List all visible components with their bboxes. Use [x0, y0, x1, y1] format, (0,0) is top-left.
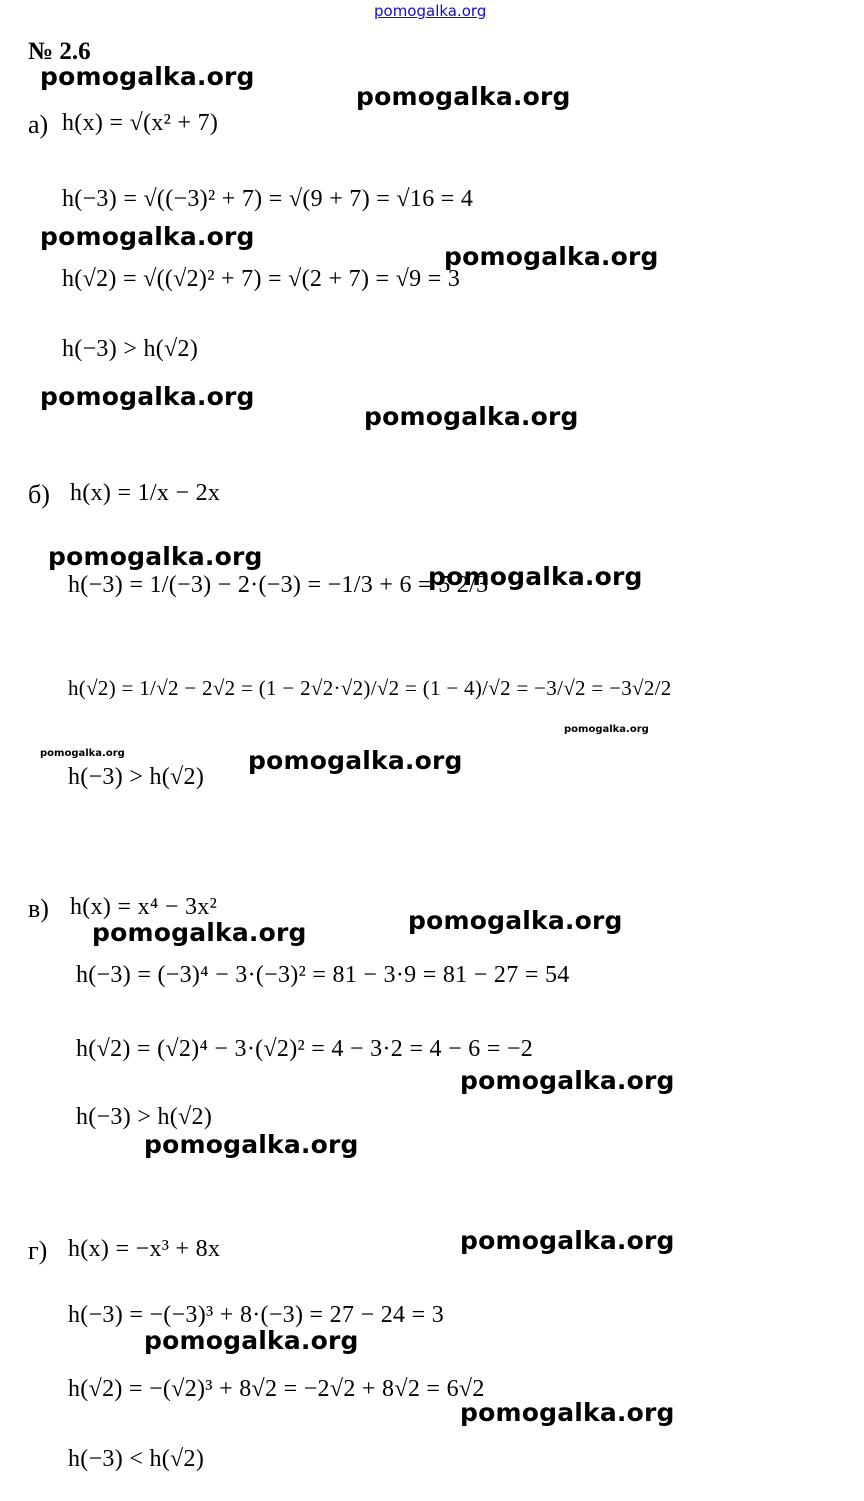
watermark: pomogalka.org: [40, 222, 255, 251]
watermark-small: pomogalka.org: [40, 748, 125, 759]
watermark: pomogalka.org: [144, 1130, 359, 1159]
watermark: pomogalka.org: [364, 402, 579, 431]
problem-title: № 2.6: [28, 38, 91, 65]
part-g-label: г): [28, 1236, 48, 1265]
watermark: pomogalka.org: [460, 1066, 675, 1095]
watermark: pomogalka.org: [428, 562, 643, 591]
part-v-line1: h(−3) = (−3)⁴ − 3·(−3)² = 81 − 3·9 = 81 − 27 = 54: [76, 962, 570, 988]
part-v-label: в): [28, 894, 49, 923]
watermark: pomogalka.org: [460, 1398, 675, 1427]
part-b-line1: h(−3) = 1/(−3) − 2·(−3) = −1/3 + 6 = 5 2/3: [68, 572, 489, 598]
watermark: pomogalka.org: [248, 746, 463, 775]
part-v-conclusion: h(−3) > h(√2): [76, 1104, 213, 1130]
part-b-conclusion: h(−3) > h(√2): [68, 764, 205, 790]
part-v-line2: h(√2) = (√2)⁴ − 3·(√2)² = 4 − 3·2 = 4 − 6 = −2: [76, 1036, 534, 1062]
part-b-label: б): [28, 480, 50, 509]
site-link[interactable]: pomogalka.org: [374, 2, 487, 20]
watermark: pomogalka.org: [40, 382, 255, 411]
watermark: pomogalka.org: [144, 1326, 359, 1355]
watermark: pomogalka.org: [48, 542, 263, 571]
part-b-definition: h(x) = 1/x − 2x: [70, 480, 221, 506]
part-g-line2: h(√2) = −(√2)³ + 8√2 = −2√2 + 8√2 = 6√2: [68, 1376, 485, 1402]
part-g-conclusion: h(−3) < h(√2): [68, 1446, 205, 1472]
part-g-definition: h(x) = −x³ + 8x: [68, 1236, 221, 1262]
part-a-line2: h(√2) = √((√2)² + 7) = √(2 + 7) = √9 = 3: [62, 266, 461, 292]
watermark: pomogalka.org: [92, 918, 307, 947]
part-a-label: а): [28, 110, 49, 139]
part-a-conclusion: h(−3) > h(√2): [62, 336, 199, 362]
watermark: pomogalka.org: [444, 242, 659, 271]
part-a-line1: h(−3) = √((−3)² + 7) = √(9 + 7) = √16 = 4: [62, 186, 474, 212]
part-a-definition: h(x) = √(x² + 7): [62, 110, 219, 136]
watermark: pomogalka.org: [408, 906, 623, 935]
watermark-small: pomogalka.org: [564, 724, 649, 735]
part-b-line2: h(√2) = 1/√2 − 2√2 = (1 − 2√2·√2)/√2 = (1 − 4)/√2 = −3/√2 = −3√2/2: [68, 676, 672, 700]
watermark: pomogalka.org: [460, 1226, 675, 1255]
part-g-line1: h(−3) = −(−3)³ + 8·(−3) = 27 − 24 = 3: [68, 1302, 445, 1328]
part-v-definition: h(x) = x⁴ − 3x²: [70, 894, 218, 920]
watermark: pomogalka.org: [356, 82, 571, 111]
watermark: pomogalka.org: [40, 62, 255, 91]
